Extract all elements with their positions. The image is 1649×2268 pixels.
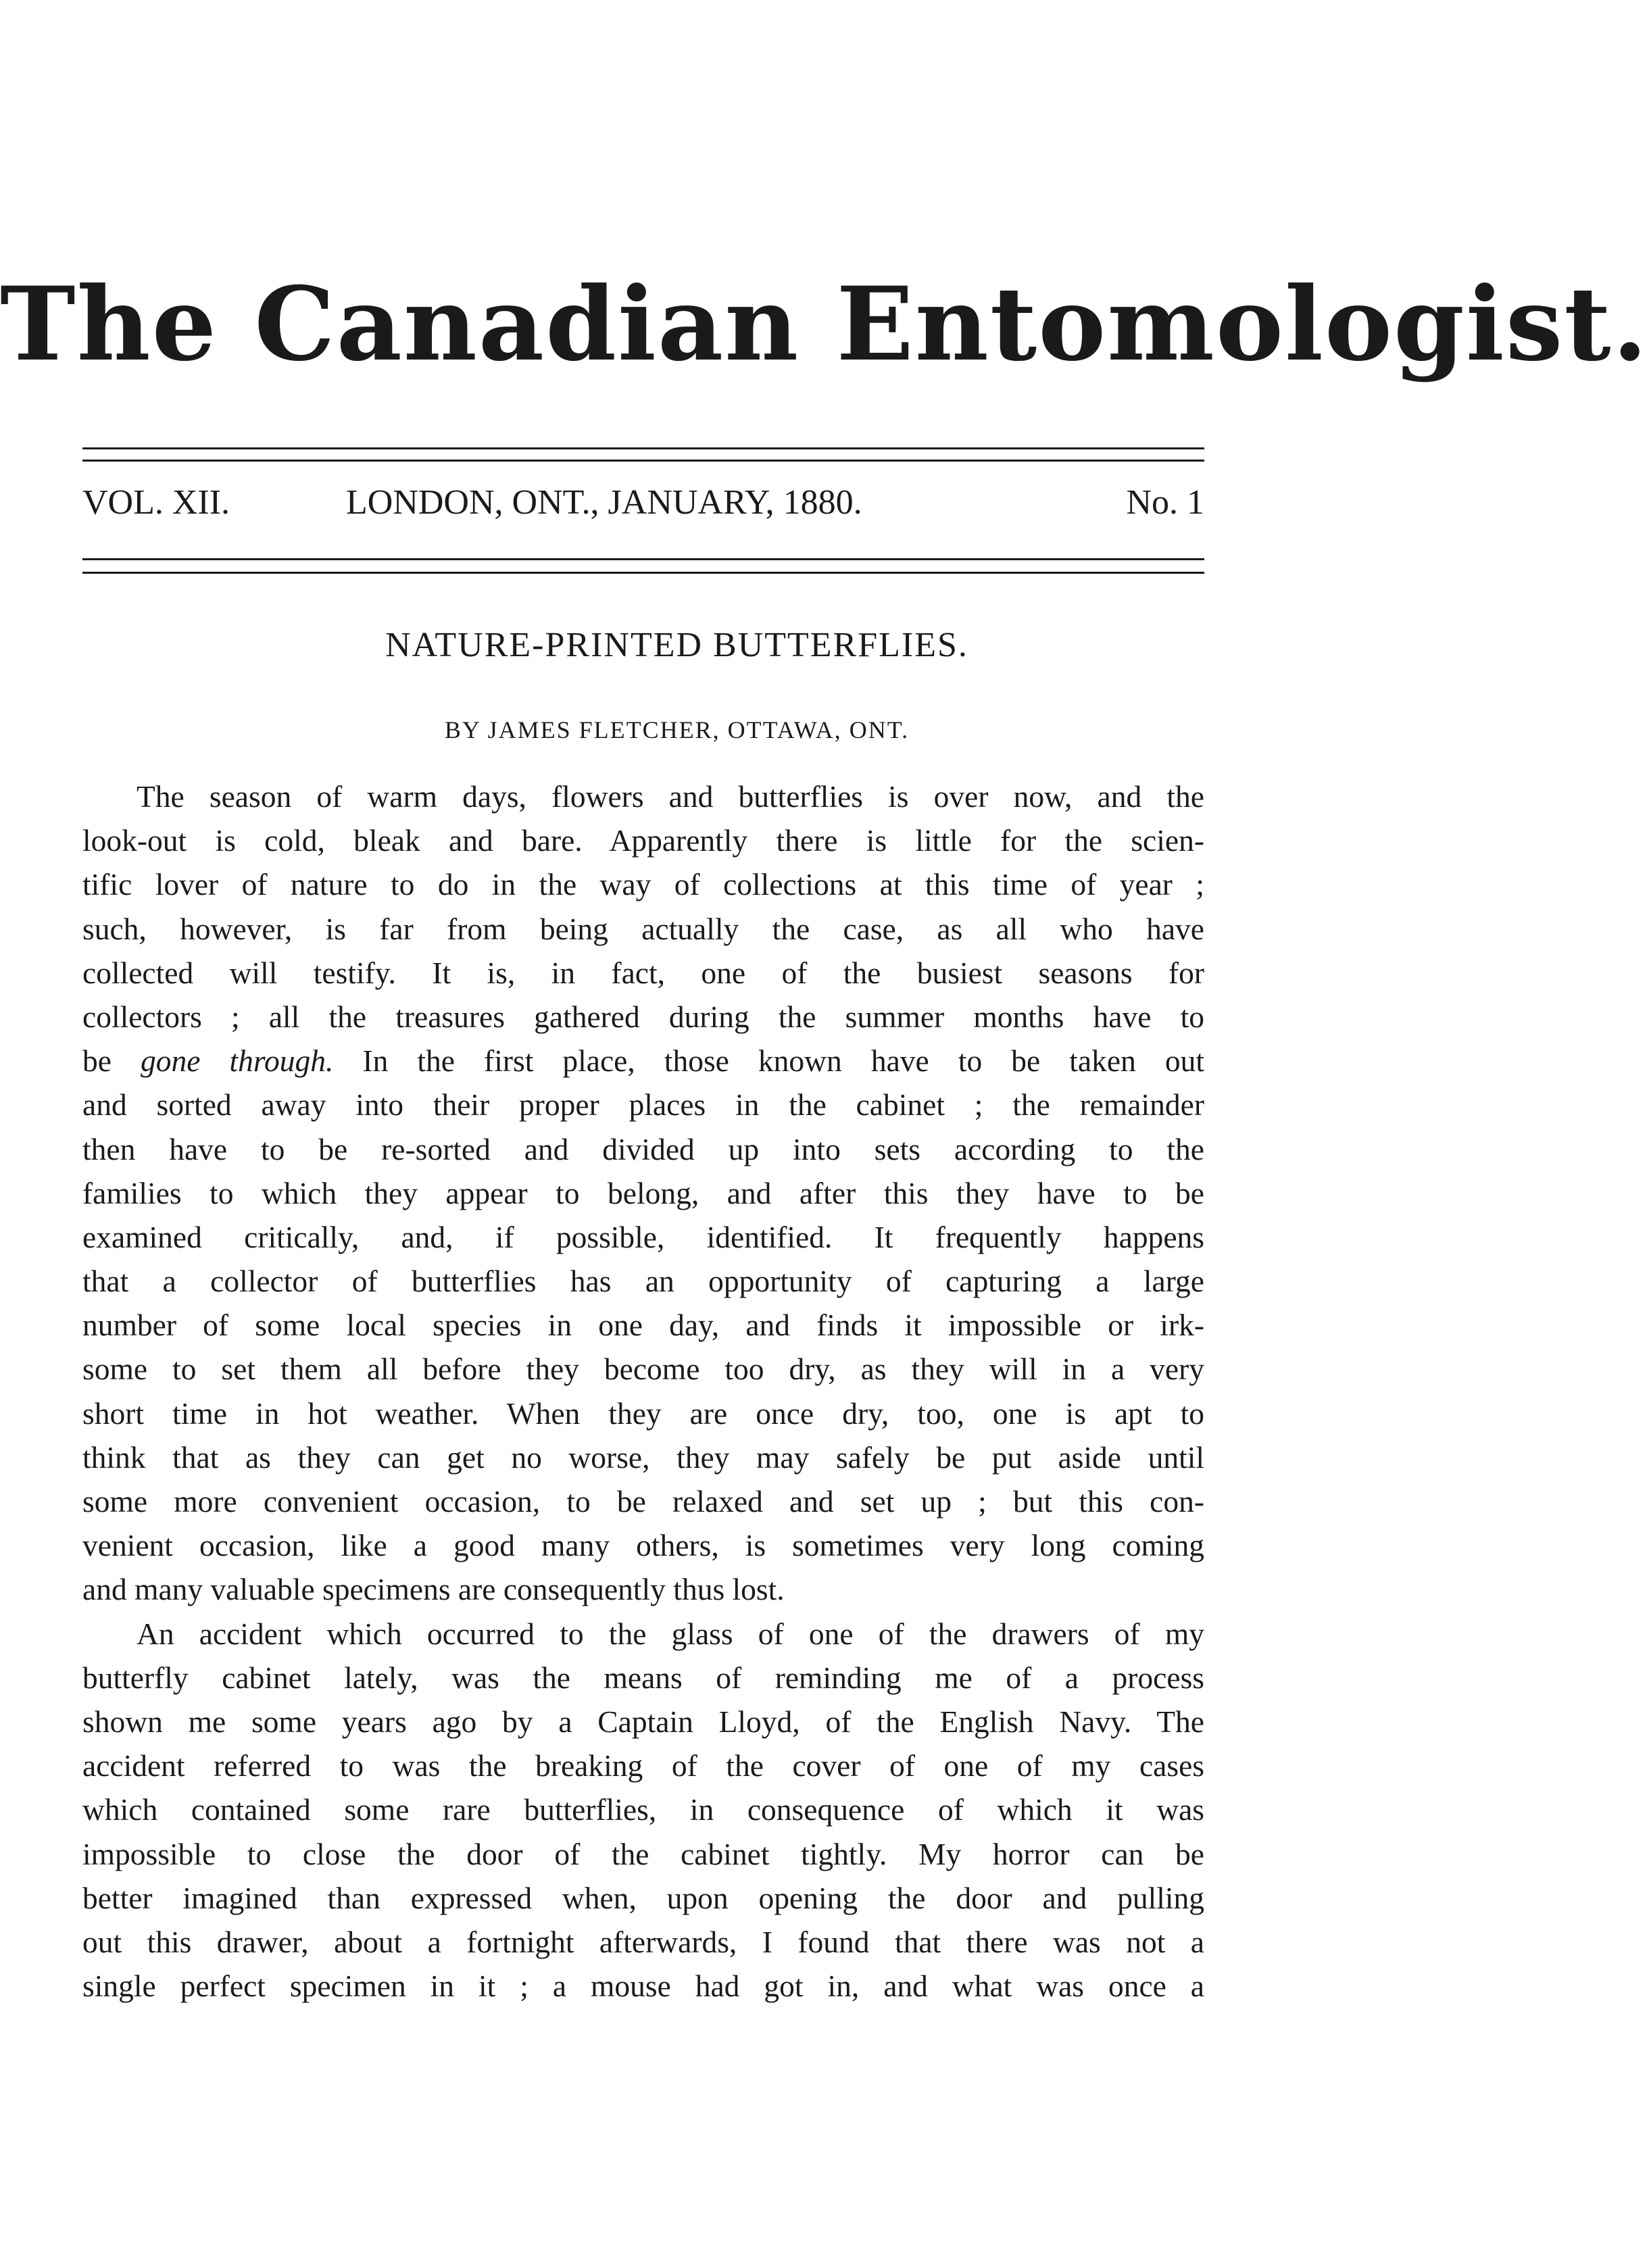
text-line: look-out is cold, bleak and bare. Apparently there is little for the scien- bbox=[82, 823, 1204, 858]
text-line: and many valuable specimens are consequently thus lost. bbox=[82, 1572, 785, 1607]
text-line: out this drawer, about a fortnight afterwards, I found that there was not a bbox=[82, 1924, 1204, 1959]
header-rule-top-2 bbox=[82, 460, 1204, 462]
text-line: that a collector of butterflies has an opportunity of capturing a large bbox=[82, 1264, 1204, 1299]
text-line: some to set them all before they become too dry, as they will in a very bbox=[82, 1352, 1204, 1387]
text-line: families to which they appear to belong, and after this they have to be bbox=[82, 1175, 1204, 1210]
article-title: NATURE-PRINTED BUTTERFLIES. bbox=[385, 626, 968, 664]
paragraph-1 bbox=[82, 774, 1204, 1612]
text-line: impossible to close the door of the cabinet tightly. My horror can be bbox=[82, 1836, 1204, 1871]
journal-masthead: The Canadian Entomologist. bbox=[0, 265, 1649, 384]
place-and-date: LONDON, ONT., JANUARY, 1880. bbox=[346, 483, 862, 522]
text-line: number of some local species in one day, and finds it impossible or irk- bbox=[82, 1308, 1204, 1343]
text-line: tific lover of nature to do in the way of collections at this time of year ; bbox=[82, 867, 1204, 902]
text-line: which contained some rare butterflies, in consequence of which it was bbox=[82, 1792, 1204, 1827]
text-fragment: be bbox=[82, 1043, 112, 1079]
text-line: collectors ; all the treasures gathered during the summer months have to bbox=[82, 999, 1204, 1034]
text-fragment: In the first place, those known have to be taken out bbox=[362, 1043, 1205, 1079]
issue-header bbox=[82, 476, 1204, 530]
text-line: An accident which occurred to the glass of one of the drawers of my bbox=[137, 1616, 1204, 1651]
text-line: venient occasion, like a good many others, is sometimes very long coming bbox=[82, 1528, 1204, 1563]
text-line: and sorted away into their proper places in the cabinet ; the remainder bbox=[82, 1087, 1204, 1123]
text-line: such, however, is far from being actually the case, as all who have bbox=[82, 911, 1204, 946]
text-line: then have to be re-sorted and divided up into sets according to the bbox=[82, 1131, 1204, 1166]
text-line: shown me some years ago by a Captain Lloyd, of the English Navy. The bbox=[82, 1704, 1204, 1739]
text-line: think that as they can get no worse, they may safely be put aside until bbox=[82, 1439, 1204, 1475]
text-line: some more convenient occasion, to be relaxed and set up ; but this con- bbox=[82, 1484, 1204, 1519]
article-body bbox=[82, 774, 1204, 2008]
volume-number: VOL. XII. bbox=[82, 483, 230, 522]
header-rule-bottom-2 bbox=[82, 572, 1204, 574]
text-line: collected will testify. It is, in fact, one of the busiest seasons for bbox=[82, 955, 1204, 990]
paragraph-2 bbox=[82, 1612, 1204, 2008]
issue-number: No. 1 bbox=[1126, 483, 1204, 522]
header-rule-top-1 bbox=[82, 447, 1204, 449]
text-line bbox=[82, 1039, 1204, 1083]
text-line: The season of warm days, flowers and butterflies is over now, and the bbox=[137, 779, 1204, 814]
text-line: examined critically, and, if possible, identified. It frequently happens bbox=[82, 1219, 1204, 1254]
text-line: short time in hot weather. When they are once dry, too, one is apt to bbox=[82, 1396, 1204, 1431]
text-line: butterfly cabinet lately, was the means of reminding me of a process bbox=[82, 1660, 1204, 1695]
text-line: single perfect specimen in it ; a mouse had got in, and what was once a bbox=[82, 1969, 1204, 2004]
article-byline: BY JAMES FLETCHER, OTTAWA, ONT. bbox=[444, 716, 910, 743]
text-line: accident referred to was the breaking of the cover of one of my cases bbox=[82, 1748, 1204, 1783]
text-line: better imagined than expressed when, upon opening the door and pulling bbox=[82, 1880, 1204, 1915]
header-rule-bottom-1 bbox=[82, 558, 1204, 560]
italic-phrase: gone through. bbox=[141, 1043, 334, 1079]
